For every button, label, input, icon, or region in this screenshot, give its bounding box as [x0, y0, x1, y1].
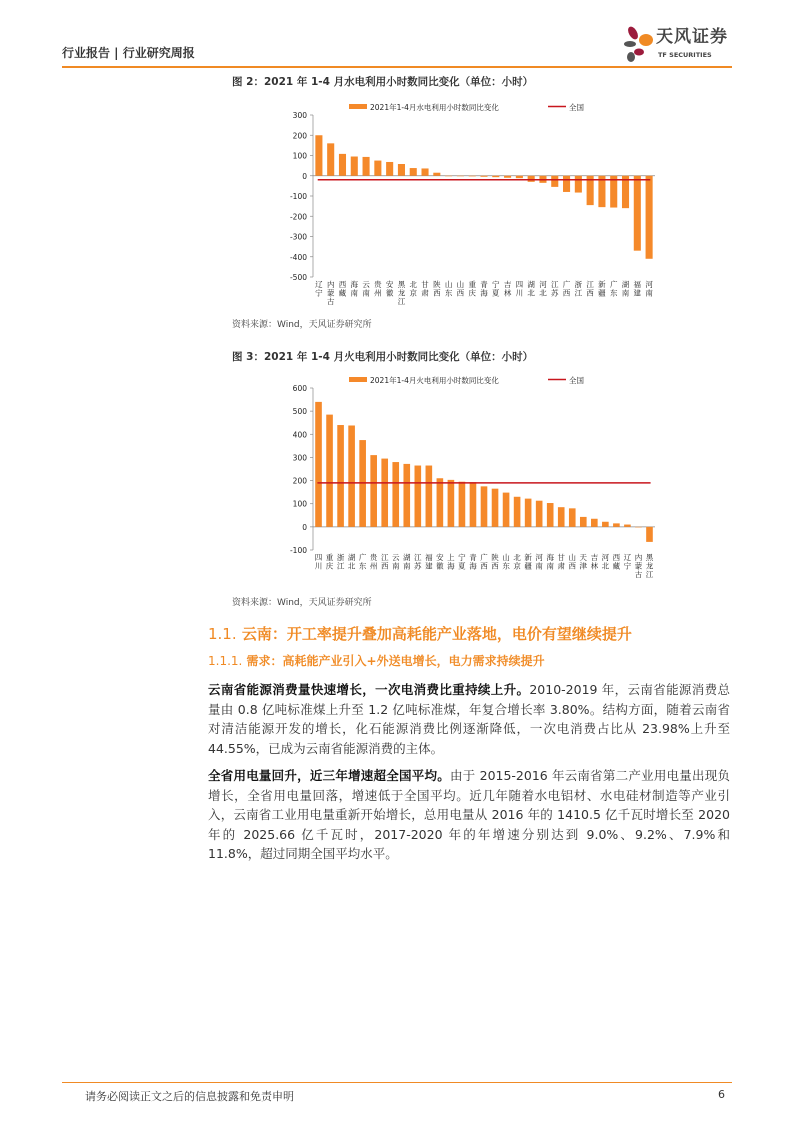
y-tick-label: 600 — [292, 384, 307, 393]
x-tick-label: 湖南 — [403, 553, 411, 571]
logo-petals-icon — [622, 24, 656, 64]
y-tick-label: 100 — [292, 151, 307, 161]
y-tick-label: -300 — [289, 232, 307, 242]
paragraph-lead: 全省用电量回升，近三年增速超全国平均。 — [208, 768, 450, 783]
bar-陕西 — [492, 489, 499, 527]
y-tick-label: 300 — [292, 453, 307, 463]
section-body — [208, 624, 730, 872]
legend-bar-swatch — [349, 377, 367, 382]
x-tick-label: 福建 — [633, 280, 642, 298]
x-tick-label: 山西 — [456, 280, 465, 298]
report-header-title: 行业报告 | 行业研究周报 — [62, 46, 195, 60]
bar-吉林 — [591, 519, 598, 527]
bar-河北 — [602, 522, 609, 527]
y-tick-label: -200 — [289, 212, 307, 222]
bar-江苏 — [551, 176, 558, 187]
bar-山西 — [457, 176, 464, 177]
bar-云南 — [363, 157, 370, 176]
x-tick-label: 河南 — [645, 280, 653, 298]
x-tick-label: 云南 — [391, 553, 400, 571]
subsection-title: 需求：高耗能产业引入+外送电增长，电力需求持续提升 — [246, 654, 545, 668]
y-tick-label: -100 — [289, 546, 307, 555]
x-tick-label: 新疆 — [524, 553, 532, 571]
y-tick-label: 200 — [292, 476, 307, 486]
bar-重庆 — [469, 176, 476, 177]
y-tick-label: 500 — [292, 407, 307, 417]
paragraph-electricity-usage — [208, 766, 730, 864]
legend-label-bars: 2021年1-4月水电利用小时数同比变化 — [370, 103, 499, 112]
bar-黑龙江 — [398, 164, 405, 176]
logo-text-cn: 天风证券 — [656, 27, 728, 47]
bar-浙江 — [575, 176, 582, 193]
legend-bar-swatch — [349, 104, 367, 109]
bar-西藏 — [613, 523, 620, 526]
bar-湖北 — [348, 425, 355, 526]
x-tick-label: 江西 — [586, 280, 594, 298]
paragraph-lead: 云南省能源消费量快速增长，一次电消费比重持续上升。 — [208, 682, 530, 697]
x-tick-label: 山东 — [502, 553, 510, 571]
bar-辽宁 — [315, 135, 322, 176]
x-tick-label: 甘肃 — [557, 553, 565, 571]
legend-label-bars: 2021年1-4月火电利用小时数同比变化 — [370, 376, 499, 385]
x-tick-label: 内蒙古 — [326, 280, 335, 306]
x-tick-label: 安徽 — [385, 280, 394, 298]
bar-青海 — [480, 176, 487, 177]
x-tick-label: 贵州 — [374, 280, 382, 298]
x-tick-label: 辽宁 — [315, 280, 323, 298]
x-tick-label: 重庆 — [468, 280, 476, 298]
bar-黑龙江 — [646, 527, 653, 542]
y-tick-label: 100 — [292, 499, 307, 509]
x-tick-label: 重庆 — [325, 553, 334, 571]
x-tick-label: 吉林 — [590, 553, 599, 571]
x-tick-label: 西藏 — [612, 553, 621, 571]
y-tick-label: 300 — [292, 111, 307, 120]
bar-青海 — [470, 482, 477, 527]
thermal-hours-chart — [232, 368, 682, 596]
x-tick-label: 海南 — [546, 553, 554, 571]
bar-海南 — [547, 503, 554, 527]
bar-云南 — [392, 462, 399, 527]
footer-disclaimer: 请务必阅读正文之后的信息披露和免责申明 — [85, 1090, 294, 1103]
figure-2-title: 图 2：2021 年 1-4 月水电利用小时数同比变化（单位：小时） — [232, 76, 534, 88]
footer-divider — [62, 1082, 732, 1083]
hydro-hours-chart — [232, 95, 682, 320]
x-tick-label: 安徽 — [436, 553, 444, 571]
x-tick-label: 湖北 — [347, 553, 356, 571]
x-tick-label: 海南 — [350, 280, 359, 298]
y-tick-label: -400 — [289, 252, 307, 262]
bar-北京 — [514, 497, 521, 527]
bar-内蒙古 — [635, 527, 642, 528]
bar-湖南 — [622, 176, 629, 208]
x-tick-label: 江西 — [380, 553, 389, 571]
y-tick-label: -500 — [289, 273, 307, 282]
header-divider — [62, 66, 732, 68]
legend-label-national: 全国 — [569, 376, 584, 385]
bar-北京 — [410, 168, 417, 176]
x-tick-label: 北京 — [513, 553, 521, 571]
y-tick-label: 0 — [302, 171, 307, 181]
x-tick-label: 甘肃 — [421, 280, 429, 298]
bar-宁夏 — [459, 482, 466, 527]
x-tick-label: 陕西 — [491, 553, 499, 571]
bar-湖南 — [403, 464, 410, 527]
bar-西藏 — [339, 154, 346, 176]
x-tick-label: 河南 — [535, 553, 543, 571]
section-heading — [208, 624, 730, 645]
bar-广西 — [481, 486, 488, 527]
x-tick-label: 山东 — [444, 280, 453, 298]
figure-3-title: 图 3：2021 年 1-4 月火电利用小时数同比变化（单位：小时） — [232, 351, 534, 363]
bar-山西 — [569, 508, 576, 527]
legend-label-national: 全国 — [569, 103, 584, 112]
x-tick-label: 宁夏 — [492, 280, 500, 298]
x-tick-label: 福建 — [425, 553, 433, 571]
x-tick-label: 青海 — [480, 280, 488, 298]
paragraph-body: 2010-2019 年，云南省能源消费总量由 0.8 亿吨标准煤上升至 1.2 亿吨标准煤，年复合增长率 3.80%。结构方面，随着云南省对清洁能源开发的增长，化石能源消费比例逐渐降低，一次电消费占比从 23.98%上升至 44.55%，已成为云南省能源消费的主体。 — [208, 682, 730, 756]
bar-天津 — [580, 517, 587, 527]
x-tick-label: 青海 — [469, 553, 477, 571]
x-tick-label: 广西 — [562, 280, 571, 298]
bar-吉林 — [504, 176, 511, 178]
bar-福建 — [634, 176, 641, 251]
x-tick-label: 四川 — [314, 553, 323, 571]
bar-贵州 — [370, 455, 377, 527]
x-tick-label: 山西 — [568, 553, 577, 571]
x-tick-label: 河北 — [539, 280, 547, 298]
bar-内蒙古 — [327, 143, 334, 175]
y-tick-label: 400 — [292, 430, 307, 440]
bar-甘肃 — [558, 507, 565, 527]
paragraph-energy-consumption — [208, 680, 730, 758]
x-tick-label: 云南 — [362, 280, 370, 298]
x-tick-label: 西藏 — [338, 280, 347, 298]
figure-3-source: 资料来源：Wind，天风证券研究所 — [232, 598, 372, 608]
bar-四川 — [516, 176, 523, 178]
x-tick-label: 湖南 — [621, 280, 630, 298]
bar-江苏 — [414, 466, 421, 527]
bar-辽宁 — [624, 525, 631, 527]
bar-安徽 — [437, 478, 444, 527]
x-tick-label: 广东 — [358, 553, 367, 571]
x-tick-label: 湖北 — [527, 280, 535, 298]
y-tick-label: 0 — [302, 522, 307, 532]
subsection-number: 1.1.1. — [208, 654, 243, 668]
x-tick-label: 贵州 — [369, 553, 378, 571]
x-tick-label: 黑龙江 — [645, 553, 654, 579]
bar-广西 — [563, 176, 570, 192]
y-tick-label: -100 — [289, 192, 307, 201]
bar-山东 — [503, 493, 510, 527]
bar-福建 — [426, 466, 433, 527]
x-tick-label: 江苏 — [414, 553, 422, 571]
x-tick-label: 黑龙江 — [397, 280, 406, 306]
bar-宁夏 — [492, 176, 499, 177]
x-tick-label: 北京 — [409, 280, 417, 298]
bar-湖北 — [528, 176, 535, 182]
subsection-heading — [208, 653, 730, 670]
x-tick-label: 广东 — [609, 280, 618, 298]
x-tick-label: 江苏 — [551, 280, 559, 298]
bar-江西 — [381, 459, 388, 527]
bar-甘肃 — [421, 168, 428, 175]
bar-上海 — [448, 480, 455, 527]
company-logo — [622, 24, 742, 66]
paragraph-body: 由于 2015-2016 年云南省第二产业用电量出现负增长，全省用电量回落，增速低于全国平均。近几年随着水电铝材、水电硅材制造等产业引入，云南省工业用电量重新开始增长，总用电量从 2016 年的 1410.5 亿千瓦时增长至 2020 年的 2025.66 亿千瓦时，2017-2020 年的年增速分别达到 9.0%、9.2%、7.9%和 11.8%，超过同期全国平均水平。 — [208, 768, 730, 861]
x-tick-label: 天津 — [579, 553, 588, 571]
bar-河南 — [646, 176, 653, 259]
figure-2-source: 资料来源：Wind，天风证券研究所 — [232, 320, 372, 330]
x-tick-label: 吉林 — [503, 280, 512, 298]
logo-text-en: TF SECURITIES — [658, 51, 712, 59]
bar-四川 — [315, 402, 322, 527]
x-tick-label: 陕西 — [433, 280, 441, 298]
page-number: 6 — [718, 1088, 725, 1101]
bar-重庆 — [326, 415, 333, 527]
bar-新疆 — [525, 499, 532, 527]
bar-陕西 — [433, 173, 440, 176]
bar-安徽 — [386, 162, 393, 176]
x-tick-label: 四川 — [515, 280, 524, 298]
x-tick-label: 内蒙古 — [634, 553, 643, 579]
section-number: 1.1. — [208, 625, 237, 643]
x-tick-label: 辽宁 — [623, 553, 632, 571]
x-tick-label: 广西 — [480, 553, 488, 571]
x-tick-label: 河北 — [601, 553, 610, 571]
x-tick-label: 浙江 — [574, 280, 583, 298]
bar-山东 — [445, 176, 452, 177]
x-tick-label: 上海 — [447, 553, 455, 571]
x-tick-label: 浙江 — [336, 553, 345, 571]
bar-河南 — [536, 501, 543, 527]
x-tick-label: 宁夏 — [458, 553, 466, 571]
x-tick-label: 新疆 — [598, 280, 606, 298]
bar-浙江 — [337, 425, 344, 527]
y-tick-label: 200 — [292, 131, 307, 141]
bar-贵州 — [374, 161, 381, 176]
bar-海南 — [351, 157, 358, 176]
section-title: 云南：开工率提升叠加高耗能产业落地，电价有望继续提升 — [241, 625, 632, 643]
